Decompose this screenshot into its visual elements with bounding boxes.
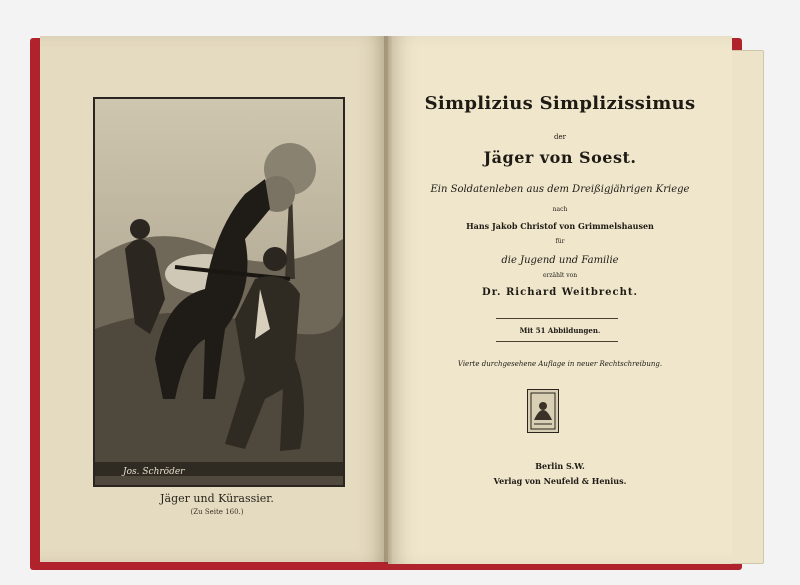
publication-place: Berlin S.W.	[535, 461, 585, 471]
book-description: Ein Soldatenleben aus dem Dreißigjährigen Kriege	[430, 184, 690, 195]
word-nach: nach	[552, 206, 568, 213]
word-fuer: für	[555, 238, 565, 245]
frontispiece-engraving	[93, 97, 345, 487]
book-subtitle: Jäger von Soest.	[483, 148, 637, 167]
article-der: der	[554, 133, 566, 141]
engraver-signature: Jos. Schröder	[123, 467, 185, 477]
audience-line: die Jugend und Familie	[501, 255, 619, 266]
book-title: Simplizius Simplizissimus	[424, 93, 696, 114]
illustrations-note: Mit 51 Abbildungen.	[519, 326, 601, 335]
rule-top	[496, 318, 618, 319]
frontispiece-caption: Jäger und Kürassier.	[160, 492, 274, 505]
editor-name: Dr. Richard Weitbrecht.	[482, 287, 638, 298]
publisher-name: Verlag von Neufeld & Henius.	[493, 476, 627, 486]
publisher-emblem-icon	[527, 389, 559, 433]
word-erzaehlt-von: erzählt von	[542, 272, 578, 279]
edition-note: Vierte durchgesehene Auflage in neuer Rechtschreibung.	[457, 360, 663, 368]
original-author: Hans Jakob Christof von Grimmelshausen	[466, 221, 654, 231]
rule-bottom	[496, 341, 618, 342]
frontispiece-page-reference: (Zu Seite 160.)	[190, 508, 244, 516]
